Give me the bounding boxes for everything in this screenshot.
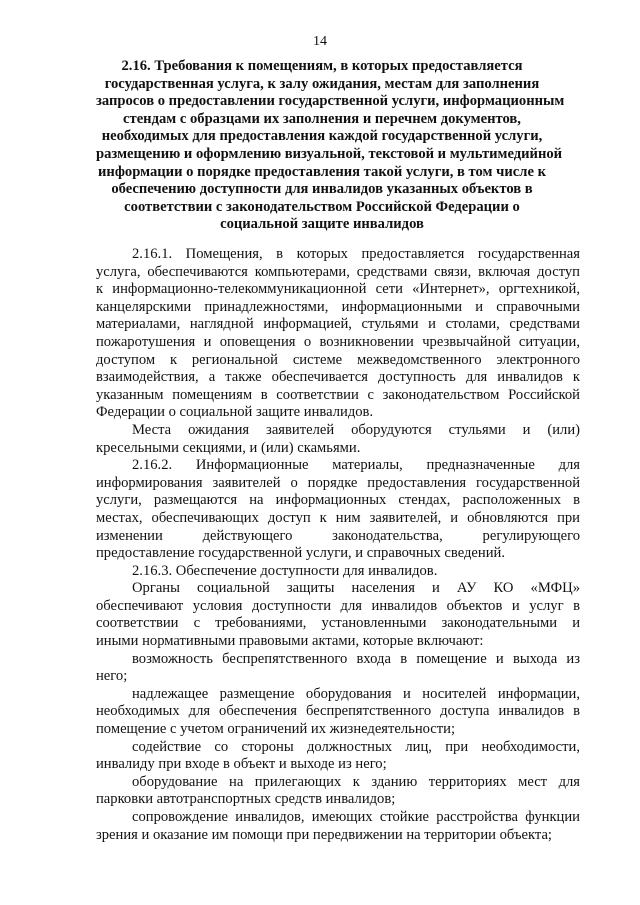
list-item-line: инвалиду при входе в объект и выходе из него; — [96, 756, 387, 773]
list-item-line: необходимых для обеспечения беспрепятственного доступа инвалидов в — [96, 703, 580, 720]
list-item-line: оборудование на прилегающих к зданию территориях мест для — [132, 773, 580, 790]
paragraph-line: услуга, обеспечиваются компьютерами, средствами связи, включая доступ — [96, 263, 580, 280]
list-item-line: зрения и оказание им помощи при передвижении на территории объекта; — [96, 826, 552, 843]
list-item-line: него; — [96, 668, 128, 685]
paragraph-line: информирования заявителей о порядке предоставления государственной — [96, 474, 580, 491]
paragraph-line: кресельными секциями, и (или) скамьями. — [96, 439, 361, 456]
paragraph-line: Органы социальной защиты населения и АУ КО «МФЦ» — [132, 580, 580, 597]
paragraph-line: взаимодействия, а также обеспечивается доступность для инвалидов к — [96, 369, 580, 386]
paragraph-line: предоставление государственной услуги, и справочных сведений. — [96, 545, 505, 562]
paragraph-line: Федерации о социальной защите инвалидов. — [96, 404, 374, 421]
heading-line: запросов о предоставлении государственной услуги, информационным — [96, 93, 565, 110]
section-heading — [96, 58, 565, 234]
heading-line: информации о порядке предоставления такой услуги, в том числе к — [98, 163, 546, 180]
paragraph-line: местах, обеспечивающих доступ к ним заявителей, и обновляются при — [96, 509, 580, 526]
paragraph-line: Места ожидания заявителей оборудуются стульями и (или) — [132, 421, 580, 438]
heading-line: государственная услуга, к залу ожидания, местам для заполнения — [104, 75, 540, 92]
heading-line: обеспечению доступности для инвалидов указанных объектов в — [111, 181, 533, 198]
body-text — [96, 246, 580, 844]
list-item-line: помещение с учетом ограничений их жизнедеятельности; — [96, 721, 456, 738]
paragraph-line: канцелярскими принадлежностями, информационными и справочными — [96, 298, 580, 315]
paragraph-line: к информационно-телекоммуникационной сети «Интернет», оргтехникой, — [96, 281, 580, 298]
paragraph-line: 2.16.3. Обеспечение доступности для инвалидов. — [132, 562, 438, 579]
paragraph-line: услуги, размещаются на информационных стендах, расположенных в — [96, 492, 580, 509]
heading-line: размещению и оформлению визуальной, текстовой и мультимедийной — [96, 145, 563, 162]
paragraph-line: 2.16.2. Информационные материалы, предназначенные для — [132, 457, 580, 474]
paragraph-line: соответствии с требованиями, установленными законодательными и — [96, 615, 580, 632]
paragraph-line: указанным помещениям в соответствии с законодательством Российской — [96, 386, 580, 403]
heading-line: необходимых для предоставления каждой государственной услуги, — [101, 128, 543, 145]
paragraph-line: обеспечивают условия доступности для инвалидов объектов и услуг в — [96, 597, 580, 614]
heading-line: соответствии с законодательством Российской Федерации о — [124, 198, 520, 215]
paragraph-line: пожаротушения и оповещения о возникновении чрезвычайной ситуации, — [96, 333, 580, 350]
list-item-line: сопровождение инвалидов, имеющих стойкие расстройства функции — [132, 809, 580, 825]
list-item-line: возможность беспрепятственного входа в помещение и выхода из — [132, 650, 580, 667]
paragraph-line: иными нормативными правовыми актами, которые включают: — [96, 633, 484, 650]
paragraph-line: 2.16.1. Помещения, в которых предоставляется государственная — [132, 246, 580, 262]
heading-line: 2.16. Требования к помещениям, в которых предоставляется — [121, 58, 523, 74]
paragraph-line: материалами, наглядной информацией, стульями и столами, средствами — [96, 316, 580, 333]
list-item-line: содействие со стороны должностных лиц, при необходимости, — [132, 738, 580, 755]
page-number: 14 — [313, 34, 327, 49]
heading-line: социальной защите инвалидов — [220, 216, 424, 233]
paragraph-line: изменении действующего законодательства, регулирующего — [96, 527, 580, 544]
list-item-line: парковки автотранспортных средств инвалидов; — [96, 791, 396, 808]
list-item-line: надлежащее размещение оборудования и носителей информации, — [132, 685, 580, 702]
paragraph-line: доступом к региональной системе межведомственного электронного — [96, 351, 580, 368]
heading-line: стендам с образцами их заполнения и перечнем документов, — [123, 110, 521, 127]
